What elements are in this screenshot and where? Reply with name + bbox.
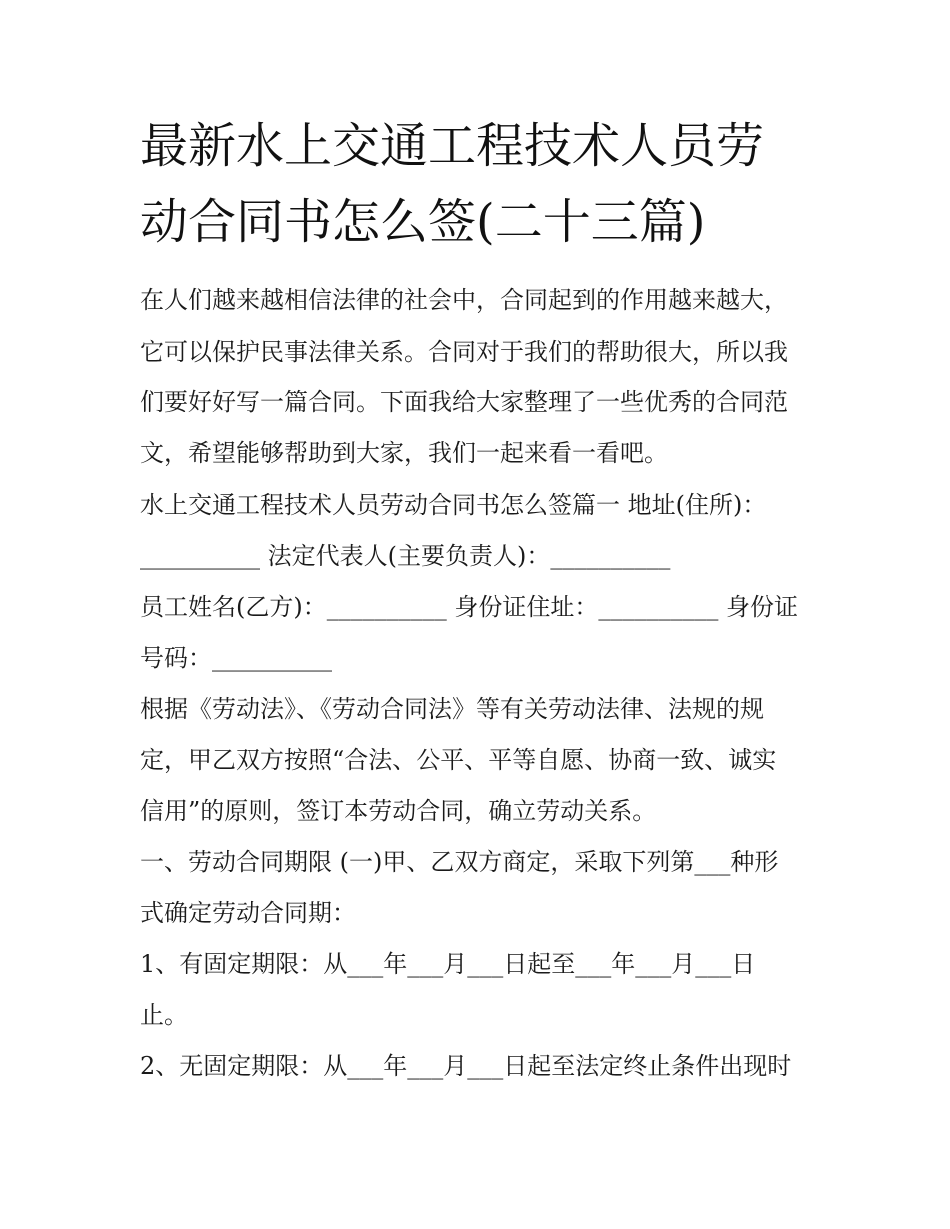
- basis-line-1: 根据《劳动法》、《劳动合同法》等有关劳动法律、法规的规: [140, 695, 764, 723]
- open-term-line: 2、无固定期限：从___年___月___日起至法定终止条件出现时: [140, 1052, 792, 1080]
- title-line-2: 动合同书怎么签(二十三篇): [140, 194, 706, 250]
- intro-line-4: 文，希望能够帮助到大家，我们一起来看一看吧。: [140, 439, 668, 467]
- title-line-1: 最新水上交通工程技术人员劳: [140, 118, 765, 174]
- intro-line-1: 在人们越来越相信法律的社会中，合同起到的作用越来越大，: [140, 286, 788, 314]
- document-title: [140, 108, 820, 260]
- term-clause-line-2: 式确定劳动合同期：: [140, 899, 356, 927]
- term-clause-line-1: 一、劳动合同期限 (一)甲、乙双方商定，采取下列第___种形: [140, 848, 779, 876]
- representative-line: __________ 法定代表人(主要负责人)：__________: [140, 542, 671, 570]
- employee-info-line-1: 员工姓名(乙方)：__________ 身份证住址：__________ 身份证: [140, 593, 798, 621]
- basis-line-2: 定，甲乙双方按照“合法、公平、平等自愿、协商一致、诚实: [140, 746, 777, 774]
- section-heading-line: 水上交通工程技术人员劳动合同书怎么签篇一 地址(住所)：: [140, 491, 767, 519]
- fixed-term-line-2: 止。: [140, 1001, 188, 1029]
- fixed-term-line-1: 1、有固定期限：从___年___月___日起至___年___月___日: [140, 950, 756, 978]
- intro-line-3: 们要好好写一篇合同。下面我给大家整理了一些优秀的合同范: [140, 388, 788, 416]
- basis-line-3: 信用”的原则，签订本劳动合同，确立劳动关系。: [140, 797, 657, 825]
- employee-info-line-2: 号码：__________: [140, 644, 332, 672]
- intro-line-2: 它可以保护民事法律关系。合同对于我们的帮助很大，所以我: [140, 338, 788, 366]
